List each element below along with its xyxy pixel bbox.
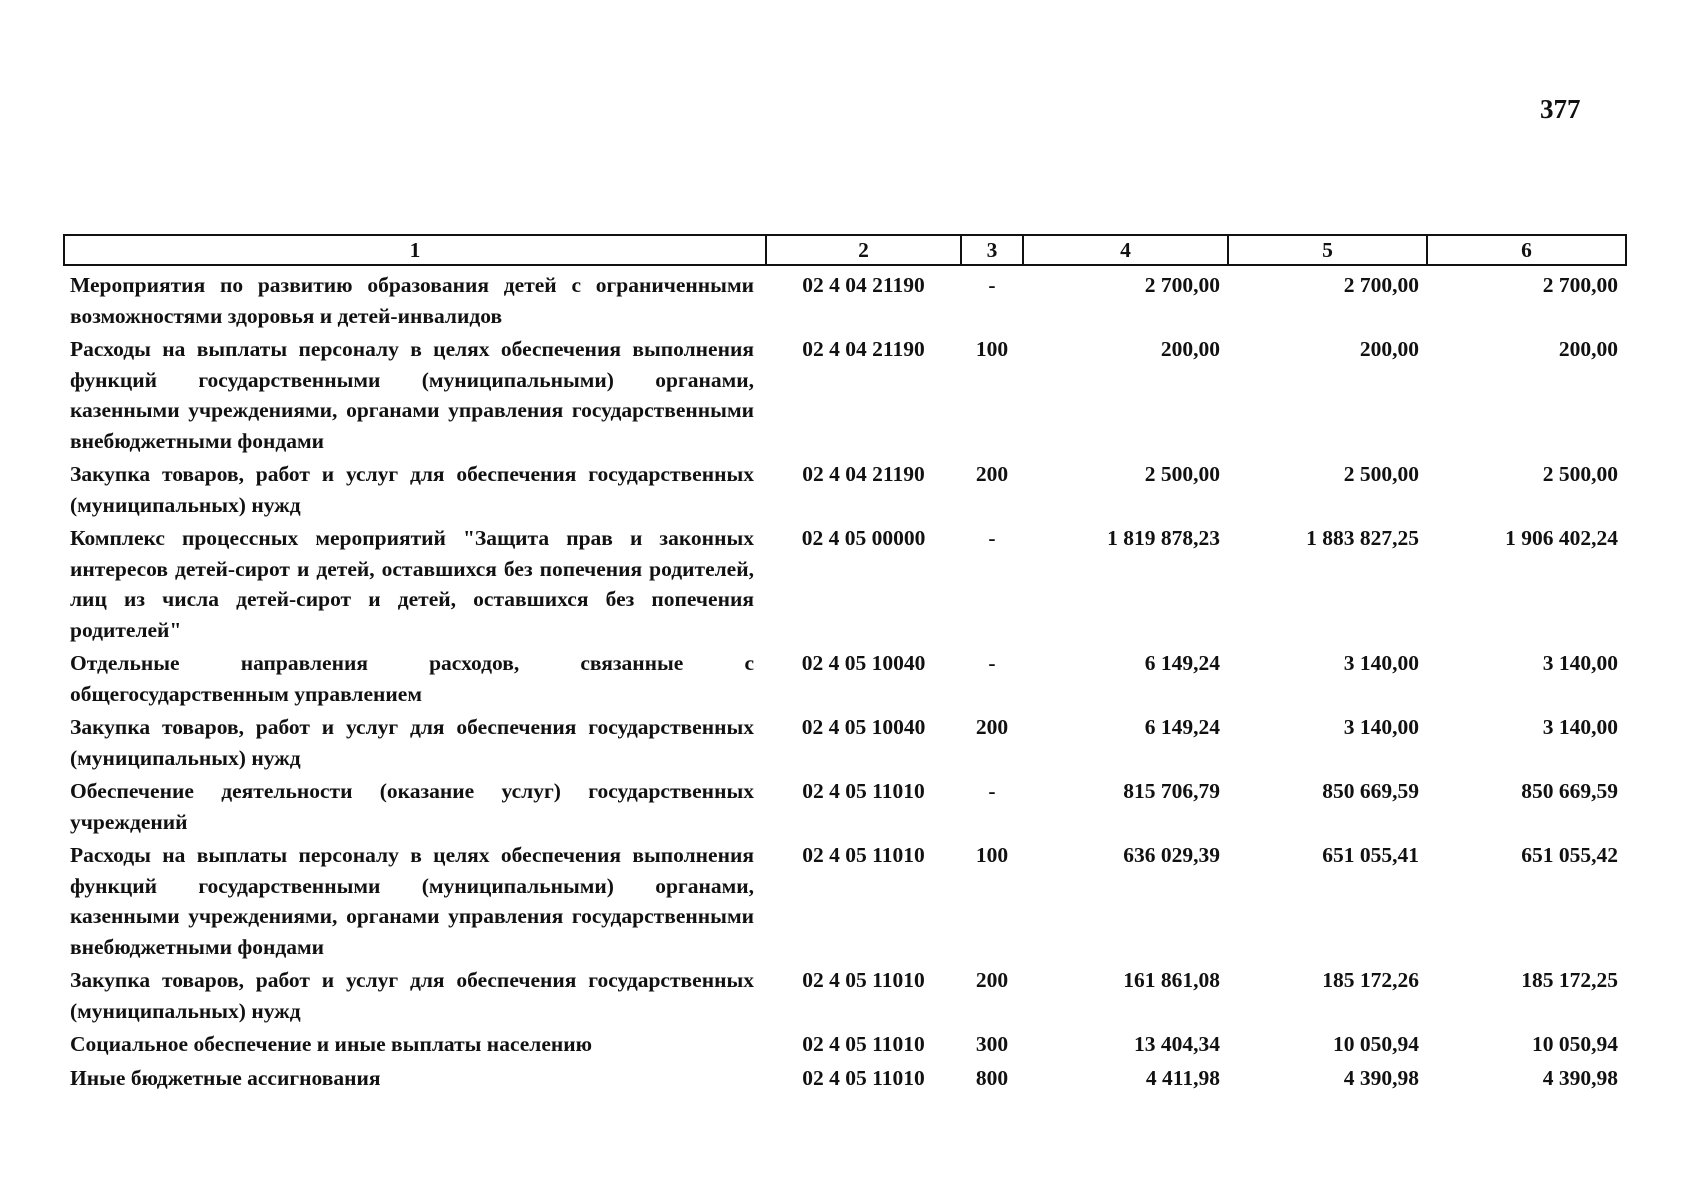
row-amount-col5: 200,00 [1359, 337, 1419, 361]
row-amount-col6: 4 390,98 [1542, 1065, 1618, 1090]
row-code: 02 4 04 21190 [802, 273, 925, 297]
table-row [64, 838, 1626, 963]
row-name: Закупка товаров, работ и услуг для обеспечения государственных (муниципальных) нужд [70, 462, 754, 517]
row-code: 02 4 05 11010 [802, 1032, 925, 1056]
row-amount-col6: 2 700,00 [1542, 273, 1618, 297]
row-amount-col5: 850 669,59 [1322, 779, 1419, 803]
row-expense-type: - [988, 273, 996, 297]
row-amount-col4: 636 029,39 [1123, 843, 1220, 867]
row-amount-col6: 850 669,59 [1521, 779, 1618, 803]
row-amount-col6: 2 500,00 [1542, 462, 1618, 486]
row-amount-col5: 2 500,00 [1343, 462, 1419, 486]
header-col-3: 3 [961, 235, 1023, 265]
budget-table [63, 234, 1627, 1094]
row-code: 02 4 05 11010 [802, 968, 925, 992]
table-row [64, 646, 1626, 710]
header-row [64, 235, 1626, 265]
row-name: Закупка товаров, работ и услуг для обеспечения государственных (муниципальных) нужд [70, 968, 754, 1023]
row-code: 02 4 05 11010 [802, 843, 925, 867]
table-row [64, 265, 1626, 332]
row-amount-col5: 1 883 827,25 [1306, 526, 1419, 550]
row-amount-col5: 4 390,98 [1343, 1065, 1419, 1090]
row-amount-col4: 4 411,98 [1145, 1065, 1220, 1090]
row-expense-type: 100 [975, 337, 1009, 361]
row-code: 02 4 04 21190 [802, 462, 925, 486]
row-amount-col5: 3 140,00 [1343, 651, 1419, 675]
row-name: Отдельные направления расходов, связанные с общегосударственным управлением [70, 651, 754, 706]
table-header [64, 235, 1626, 265]
row-code: 02 4 05 11010 [802, 779, 925, 803]
row-expense-type: 300 [975, 1032, 1009, 1056]
row-code: 02 4 05 11010 [802, 1065, 925, 1090]
page-number: 377 [1540, 94, 1581, 124]
row-amount-col5: 651 055,41 [1322, 843, 1419, 867]
table-row [64, 1061, 1626, 1095]
row-amount-col6: 200,00 [1558, 337, 1618, 361]
row-expense-type: 100 [975, 843, 1009, 867]
row-name: Мероприятия по развитию образования детей с ограниченными возможностями здоровья и детей-инвалидов [70, 273, 754, 328]
table-row [64, 521, 1626, 646]
row-name: Комплекс процессных мероприятий "Защита прав и законных интересов детей-сирот и детей, оставшихся без попечения родителей, лиц из числа детей-сирот и детей, оставшихся без попечения родителей" [70, 526, 754, 642]
row-code: 02 4 05 10040 [801, 715, 926, 739]
header-col-6: 6 [1427, 235, 1626, 265]
table-row [64, 332, 1626, 457]
row-amount-col5: 185 172,26 [1322, 968, 1419, 992]
row-amount-col5: 2 700,00 [1343, 273, 1419, 297]
row-expense-type: 200 [975, 968, 1009, 992]
row-amount-col6: 3 140,00 [1542, 651, 1618, 675]
row-amount-col6: 10 050,94 [1532, 1032, 1618, 1056]
row-expense-type: - [988, 526, 996, 550]
row-amount-col4: 200,00 [1160, 337, 1220, 361]
row-expense-type: 200 [975, 715, 1009, 739]
row-code: 02 4 05 10040 [801, 651, 926, 675]
row-name: Социальное обеспечение и иные выплаты населению [70, 1032, 593, 1056]
row-amount-col4: 161 861,08 [1123, 968, 1220, 992]
row-amount-col5: 10 050,94 [1333, 1032, 1419, 1056]
row-amount-col4: 2 700,00 [1144, 273, 1220, 297]
header-col-1: 1 [64, 235, 766, 265]
row-name: Расходы на выплаты персоналу в целях обеспечения выполнения функций государственными (муниципальными) органами, казенными учреждениями, органами управления государственными внебюджетными фондами [70, 843, 754, 959]
row-amount-col4: 1 819 878,23 [1107, 526, 1220, 550]
row-amount-col4: 2 500,00 [1144, 462, 1220, 486]
row-code: 02 4 04 21190 [802, 337, 925, 361]
row-amount-col6: 3 140,00 [1542, 715, 1618, 739]
row-code: 02 4 05 00000 [801, 526, 926, 550]
row-expense-type: 200 [975, 462, 1009, 486]
header-col-2: 2 [766, 235, 961, 265]
row-amount-col6: 1 906 402,24 [1505, 526, 1618, 550]
header-col-5: 5 [1228, 235, 1427, 265]
header-col-4: 4 [1023, 235, 1228, 265]
row-expense-type: - [988, 779, 996, 803]
table-row [64, 963, 1626, 1027]
table-row [64, 710, 1626, 774]
row-name: Обеспечение деятельности (оказание услуг) государственных учреждений [70, 779, 754, 834]
row-name: Расходы на выплаты персоналу в целях обеспечения выполнения функций государственными (муниципальными) органами, казенными учреждениями, органами управления государственными внебюджетными фондами [70, 337, 754, 453]
row-amount-col4: 13 404,34 [1134, 1032, 1220, 1056]
row-amount-col6: 651 055,42 [1521, 843, 1618, 867]
table-row [64, 457, 1626, 521]
table-body [64, 265, 1626, 1094]
row-expense-type: - [988, 651, 996, 675]
table-row [64, 774, 1626, 838]
row-amount-col4: 6 149,24 [1144, 715, 1220, 739]
row-amount-col4: 815 706,79 [1123, 779, 1220, 803]
row-amount-col6: 185 172,25 [1521, 968, 1618, 992]
row-name: Иные бюджетные ассигнования [70, 1065, 381, 1090]
row-expense-type: 800 [975, 1065, 1009, 1090]
row-name: Закупка товаров, работ и услуг для обеспечения государственных (муниципальных) нужд [70, 715, 754, 770]
row-amount-col5: 3 140,00 [1343, 715, 1419, 739]
row-amount-col4: 6 149,24 [1144, 651, 1220, 675]
table-row [64, 1027, 1626, 1061]
